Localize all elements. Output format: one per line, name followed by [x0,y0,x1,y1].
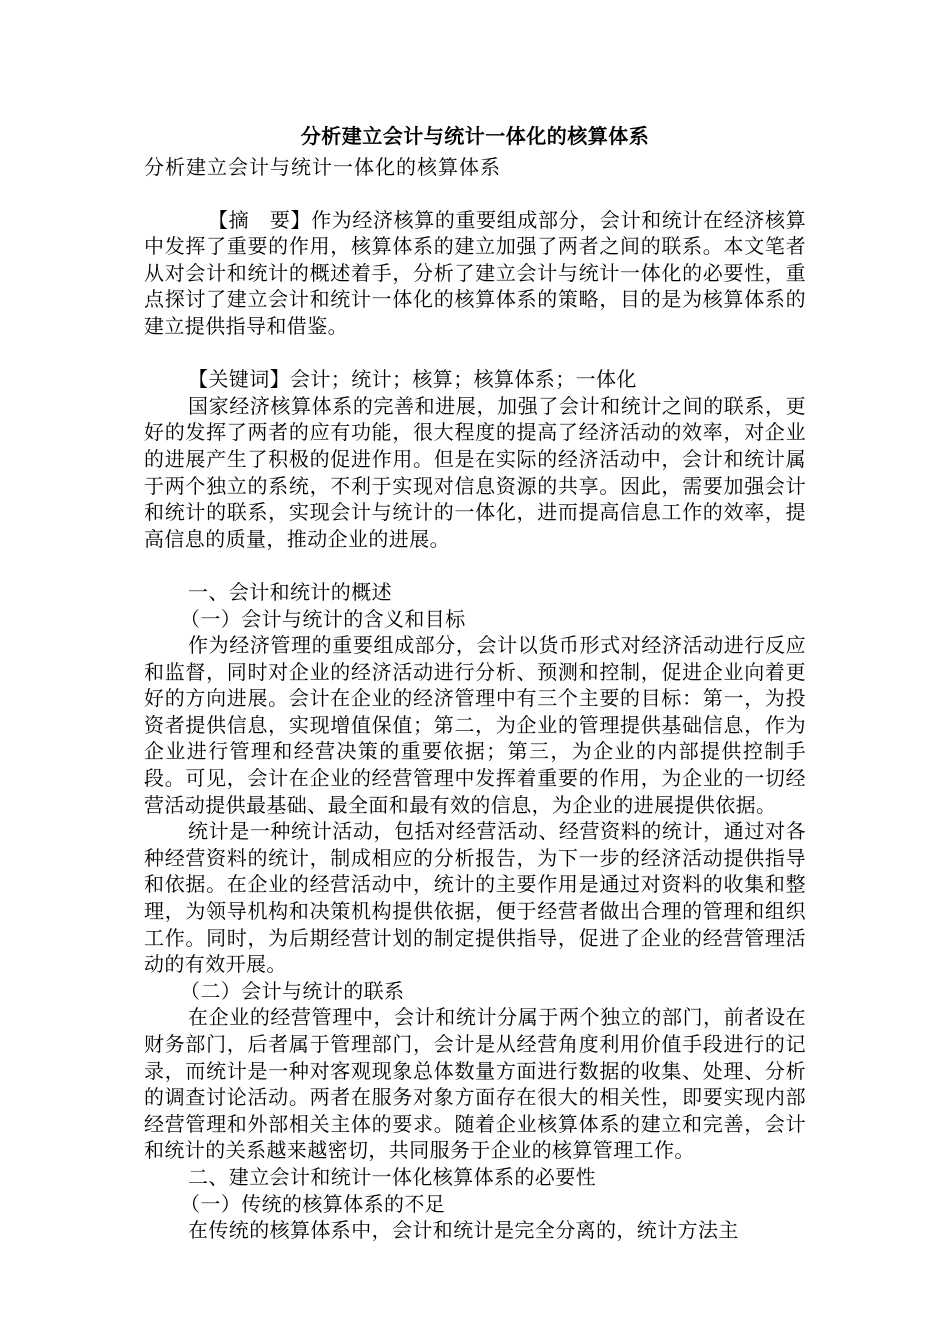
subsection-heading: （一）会计与统计的含义和目标 [180,606,466,631]
subsection-heading: （二）会计与统计的联系 [180,978,405,1003]
document-title: 分析建立会计与统计一体化的核算体系 [300,124,650,148]
body-paragraph: 统计是一种统计活动，包括对经营活动、经营资料的统计，通过对各种经营资料的统计，制成相应的分析报告，为下一步的经济活动提供指导和依据。在企业的经营活动中，统计的主要作用是通过对资料的收集和整理，为领导机构和决策机构提供依据，便于经营者做出合理的管理和组织工作。同时，为后期经营计划的制定提供指导，促进了企业的经营管理活动的有效开展。 [144,819,806,977]
spacer [144,180,806,207]
abstract-paragraph: 【摘 要】作为经济核算的重要组成部分，会计和统计在经济核算中发挥了重要的作用，核算体系的建立加强了两者之间的联系。本文笔者从对会计和统计的概述着手，分析了建立会计与统计一体化的必要性，重点探讨了建立会计和统计一体化的核算体系的策略，目的是为核算体系的建立提供指导和借鉴。 [144,207,806,338]
keywords-line: 【关键词】会计；统计；核算；核算体系；一体化 [188,367,637,392]
intro-paragraph: 国家经济核算体系的完善和进展，加强了会计和统计之间的联系，更好的发挥了两者的应有功能，很大程度的提高了经济活动的效率，对企业的进展产生了积极的促进作用。但是在实际的经济活动中，会计和统计属于两个独立的系统，不利于实现对信息资源的共享。因此，需要加强会计和统计的联系，实现会计与统计的一体化，进而提高信息工作的效率，提高信息的质量，推动企业的进展。 [144,393,806,551]
spacer [144,340,806,367]
body-paragraph: 在传统的核算体系中，会计和统计是完全分离的，统计方法主 [188,1218,739,1243]
document-subtitle: 分析建立会计与统计一体化的核算体系 [144,155,501,179]
spacer [144,552,806,579]
section-heading: 一、会计和统计的概述 [188,579,392,604]
section-heading: 二、建立会计和统计一体化核算体系的必要性 [188,1164,596,1189]
subsection-heading: （一）传统的核算体系的不足 [180,1191,446,1216]
document-page [144,118,806,1244]
body-paragraph: 作为经济管理的重要组成部分，会计以货币形式对经济活动进行反应和监督，同时对企业的经济活动进行分析、预测和控制，促进企业向着更好的方向进展。会计在企业的经济管理中有三个主要的目标：第一，为投资者提供信息，实现增值保值；第二，为企业的管理提供基础信息，作为企业进行管理和经营决策的重要依据；第三，为企业的内部提供控制手段。可见，会计在企业的经营管理中发挥着重要的作用，为企业的一切经营活动提供最基础、最全面和最有效的信息，为企业的进展提供依据。 [144,633,806,817]
body-paragraph: 在企业的经营管理中，会计和统计分属于两个独立的部门，前者设在财务部门，后者属于管理部门，会计是从经营角度利用价值手段进行的记录，而统计是一种对客观现象总体数量方面进行数据的收集、处理、分析的调查讨论活动。两者在服务对象方面存在很大的相关性，即要实现内部经营管理和外部相关主体的要求。随着企业核算体系的建立和完善，会计和统计的关系越来越密切，共同服务于企业的核算管理工作。 [144,1005,806,1163]
